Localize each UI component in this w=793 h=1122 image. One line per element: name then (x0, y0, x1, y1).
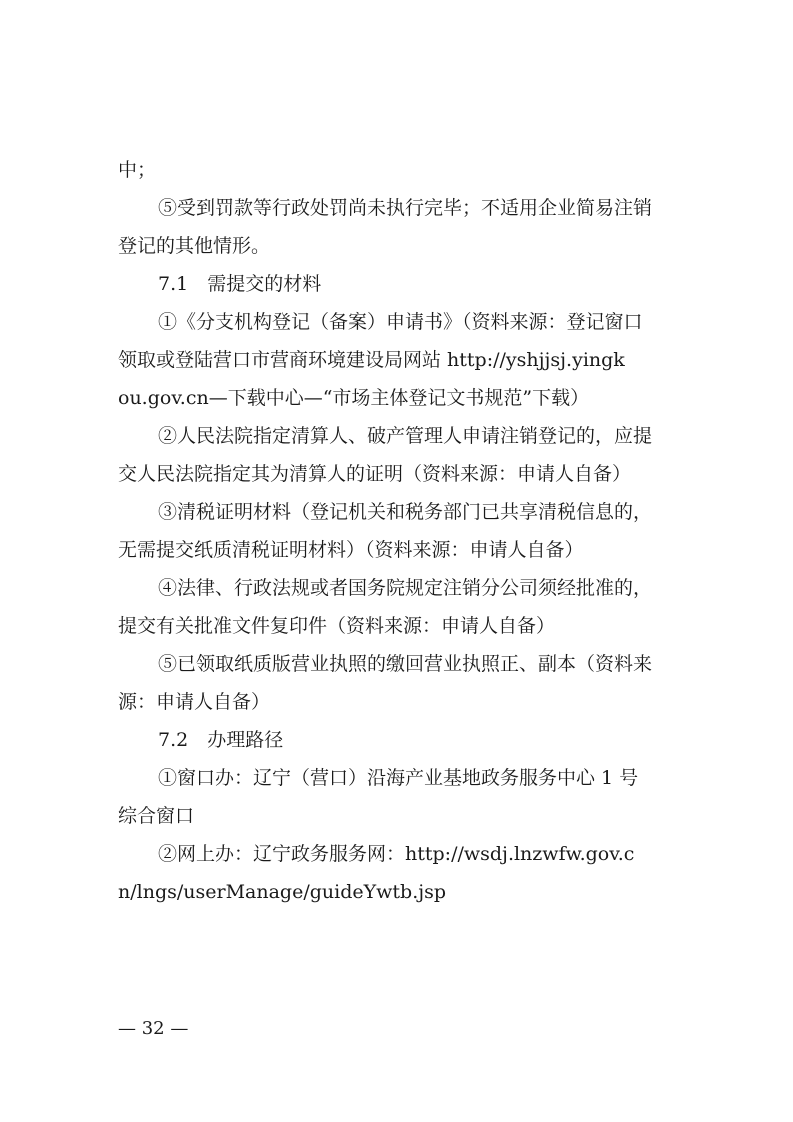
text-line: 登记的其他情形。 (118, 235, 271, 257)
text-line: ou.gov.cn—下载中心—“市场主体登记文书规范”下载） (118, 387, 590, 409)
text-line: ①窗口办：辽宁（营口）沿海产业基地政务服务中心 1 号 (158, 767, 639, 789)
text-line: ②网上办：辽宁政务服务网：http://wsdj.lnzwfw.gov.c (158, 843, 635, 865)
text-line: 源：申请人自备） (118, 691, 271, 713)
text-line: n/lngs/userManage/guideYwtb.jsp (118, 881, 447, 903)
text-line: ①《分支机构登记（备案）申请书》（资料来源：登记窗口 (158, 311, 643, 333)
text-line: ⑤已领取纸质版营业执照的缴回营业执照正、副本（资料来 (158, 653, 653, 675)
text-line: ⑤受到罚款等行政处罚尚未执行完毕；不适用企业简易注销 (158, 197, 653, 219)
text-line: 无需提交纸质清税证明材料）（资料来源：申请人自备） (118, 539, 584, 561)
section-heading: 7.1 需提交的材料 (158, 273, 322, 295)
page-number: — 32 — (118, 1018, 189, 1039)
text-line: ④法律、行政法规或者国务院规定注销分公司须经批准的， (158, 577, 653, 599)
text-line: ②人民法院指定清算人、破产管理人申请注销登记的，应提 (158, 425, 653, 447)
text-line: 提交有关批准文件复印件（资料来源：申请人自备） (118, 615, 556, 637)
section-heading: 7.2 办理路径 (158, 729, 284, 751)
text-line: 综合窗口 (118, 805, 195, 827)
text-line: 交人民法院指定其为清算人的证明（资料来源：申请人自备） (118, 463, 632, 485)
text-line: 中； (118, 159, 157, 181)
text-line: 领取或登陆营口市营商环境建设局网站 http://yshjjsj.yingk (118, 349, 625, 371)
text-line: ③清税证明材料（登记机关和税务部门已共享清税信息的， (158, 501, 653, 523)
